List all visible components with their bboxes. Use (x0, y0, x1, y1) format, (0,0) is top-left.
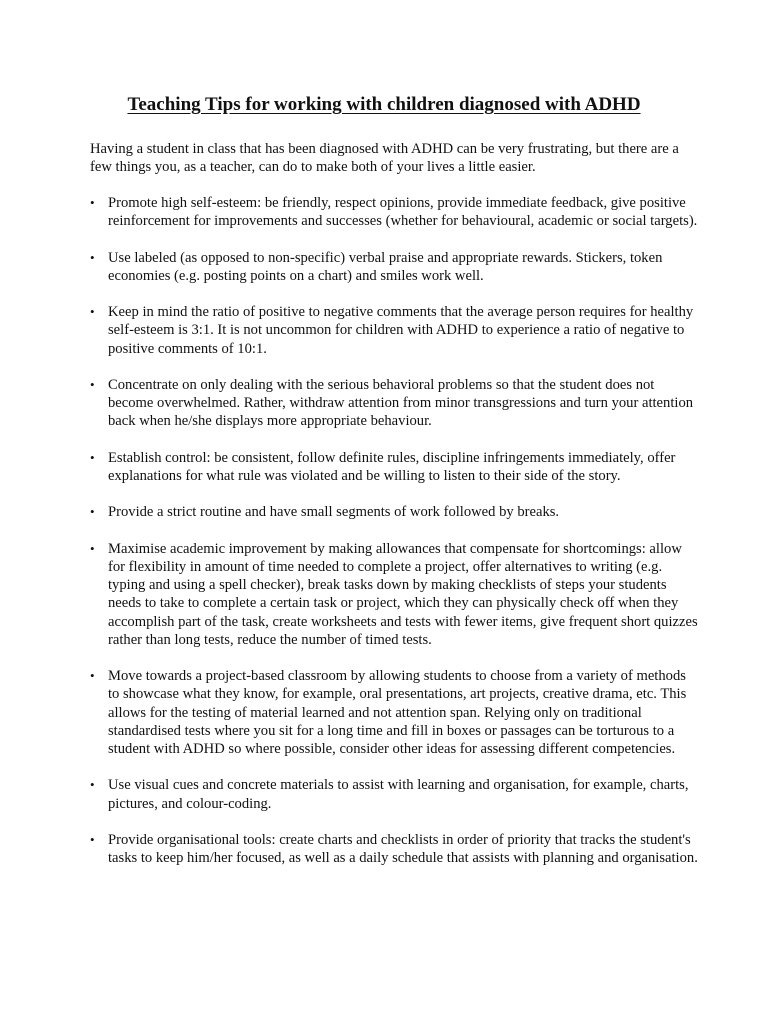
tip-text: Provide organisational tools: create charts and checklists in order of priority that tracks the student's tasks to keep him/her focused, as well as a daily schedule that assists with planning and organisation. (108, 831, 698, 867)
tip-text: Use visual cues and concrete materials to assist with learning and organisation, for example, charts, pictures, and colour-coding. (108, 777, 689, 812)
bullet-icon: • (90, 376, 95, 392)
tip-text: Maximise academic improvement by making allowances that compensate for shortcomings: allow for flexibility in amount of time needed to complete a project, offer alternatives to writing (e.g. typing and using a spell checker), break tasks down by making checklists of steps your students needs to take to complete a certain task or project, which they can physically check off when they accomplish part of the task, create worksheets and tests with fewer items, give frequent short quizzes rather than long tests, reduce the number of timed tests. (108, 540, 698, 648)
bullet-icon: • (90, 304, 95, 320)
tip-item (90, 303, 700, 358)
document-title: Teaching Tips for working with children diagnosed with ADHD (127, 94, 641, 115)
tip-text: Keep in mind the ratio of positive to negative comments that the average person requires for healthy self-esteem is 3:1. It is not uncommon for children with ADHD to experience a ratio of negative to positive comments of 10:1. (108, 304, 694, 357)
tips-list (90, 194, 700, 886)
tip-text: Establish control: be consistent, follow definite rules, discipline infringements immediately, offer explanations for what rule was violated and be willing to listen to their side of the story. (108, 449, 676, 484)
tip-item (90, 249, 700, 285)
intro-paragraph: Having a student in class that has been diagnosed with ADHD can be very frustrating, but there are a few things you, as a teacher, can do to make both of your lives a little easier. (90, 141, 679, 176)
tip-text: Provide a strict routine and have small segments of work followed by breaks. (108, 504, 560, 521)
bullet-icon: • (90, 668, 95, 684)
bullet-icon: • (90, 504, 95, 520)
bullet-icon: • (90, 449, 95, 465)
tip-item (90, 376, 700, 431)
tip-text: Move towards a project-based classroom by allowing students to choose from a variety of methods to showcase what they know, for example, oral presentations, art projects, creative drama, etc. This allows for the testing of material learned and not attention span. Relying only on traditional standardised tests where you sit for a long time and fill in boxes or passages can be torturous to a student with ADHD so where possible, consider other ideas for assessing different competencies. (108, 668, 687, 757)
tip-text: Use labeled (as opposed to non-specific) verbal praise and appropriate rewards. Stickers, token economies (e.g. posting points on a chart) and smiles work well. (108, 249, 663, 284)
tip-text: Concentrate on only dealing with the serious behavioral problems so that the student does not become overwhelmed. Rather, withdraw attention from minor transgressions and turn your attention back when he/she displays more appropriate behaviour. (108, 376, 694, 430)
bullet-icon: • (90, 831, 95, 847)
tip-item (90, 776, 700, 812)
bullet-icon: • (90, 777, 95, 793)
tip-item (90, 667, 700, 758)
tip-text: Promote high self-esteem: be friendly, respect opinions, provide immediate feedback, give positive reinforcement for improvements and successes (whether for behavioural, academic or social targets). (108, 195, 698, 230)
bullet-icon: • (90, 540, 95, 556)
bullet-icon: • (90, 249, 95, 265)
tip-item (90, 540, 700, 649)
tip-item (90, 449, 700, 485)
tip-item (90, 831, 700, 867)
tip-item (90, 503, 700, 521)
tip-item (90, 194, 700, 230)
bullet-icon: • (90, 195, 95, 210)
